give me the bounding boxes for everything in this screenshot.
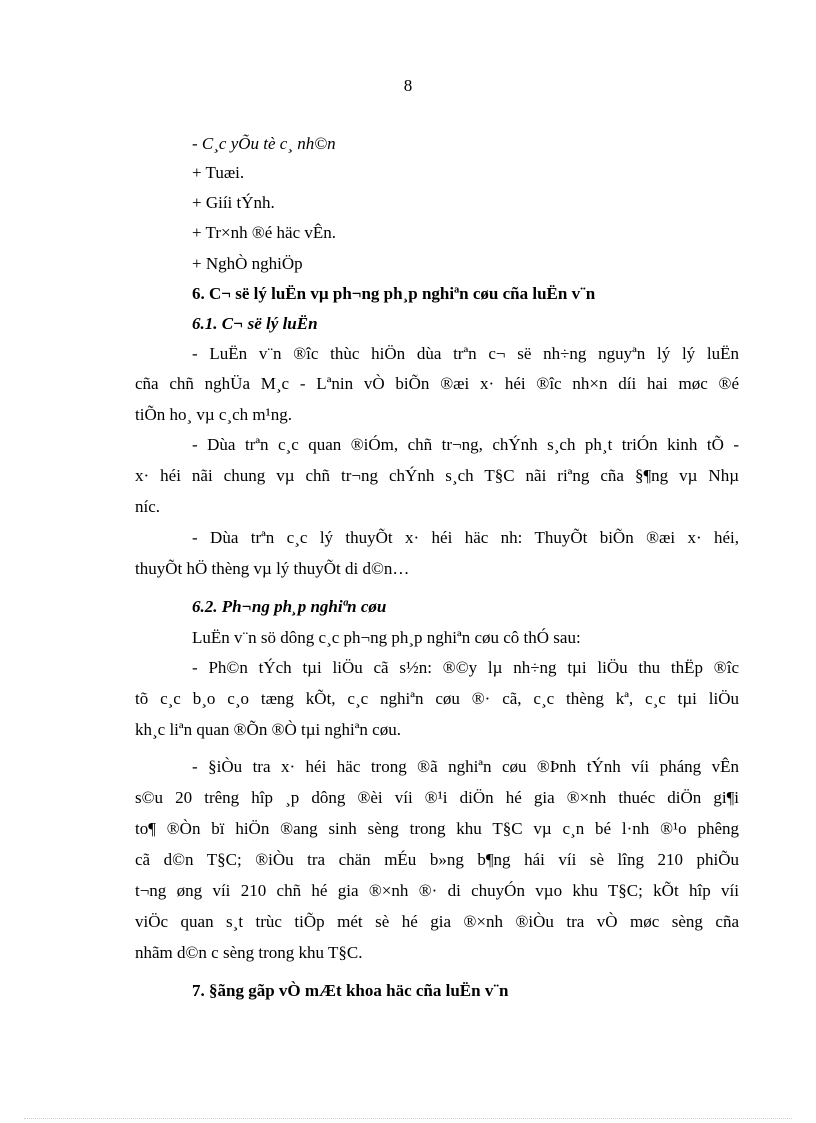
text-line: kh¸c liªn quan ®Õn ®Ò tµi nghiªn cøu. — [135, 720, 401, 739]
text-line: - §iÒu tra x· héi häc trong ®ã nghiªn cøu ®Þnh tÝnh víi pháng vÊn — [192, 757, 739, 776]
text-line: nhãm d©n c sèng trong khu T§C. — [135, 943, 363, 962]
text-line: cã d©n T§C; ®iÒu tra chän mÉu b»ng b¶ng hái víi sè lîng 210 phiÕu — [135, 850, 739, 869]
text-line: + Tr×nh ®é häc vÊn. — [192, 223, 337, 242]
text-line: - Ph©n tÝch tµi liÖu cã s½n: ®©y lµ nh÷ng tµi liÖu thu thËp ®îc — [192, 658, 739, 677]
text-line: + Tuæi. — [192, 163, 245, 182]
text-line: - Dùa trªn c¸c lý thuyÕt x· héi häc nh: ThuyÕt biÕn ®æi x· héi, — [192, 528, 739, 547]
text-line: thuyÕt hÖ thèng vµ lý thuyÕt di d©n… — [135, 559, 410, 578]
text-line: to¶ ®Òn bï hiÖn ®ang sinh sèng trong khu T§C vµ c¸n bé l·nh ®¹o phêng — [135, 819, 739, 838]
text-line: - Dùa trªn c¸c quan ®iÓm, chñ tr¬ng, chÝnh s¸ch ph¸t triÓn kinh tÕ - — [192, 435, 739, 454]
text-line: tiÕn ho¸ vµ c¸ch m¹ng. — [135, 405, 293, 424]
page-bottom-divider — [24, 1118, 792, 1119]
text-line: LuËn v¨n sö dông c¸c ph¬ng ph¸p nghiªn cøu cô thÓ sau: — [192, 628, 581, 647]
page-number: 8 — [403, 76, 413, 95]
text-line: cña chñ nghÜa M¸c - Lªnin vÒ biÕn ®æi x· héi ®îc nh×n díi hai møc ®é — [135, 374, 739, 393]
text-line: - C¸c yÕu tè c¸ nh©n — [192, 134, 336, 153]
text-line: 6.2. Ph¬ng ph¸p nghiªn cøu — [192, 597, 387, 616]
text-line: 6.1. C¬ së lý luËn — [192, 314, 318, 333]
text-line: s©u 20 trêng hîp ¸p dông ®èi víi ®¹i diÖn hé gia ®×nh thuéc diÖn gi¶i — [135, 788, 739, 807]
text-line: x· héi nãi chung vµ chñ tr¬ng chÝnh s¸ch T§C nãi riªng cña §¶ng vµ Nhµ — [135, 466, 739, 485]
text-line: t¬ng øng víi 210 chñ hé gia ®×nh ®· di chuyÓn vµo khu T§C; kÕt hîp víi — [135, 881, 739, 900]
text-line: níc. — [135, 497, 161, 516]
text-line: tõ c¸c b¸o c¸o tæng kÕt, c¸c nghiªn cøu ®· cã, c¸c thèng kª, c¸c tµi liÖu — [135, 689, 739, 708]
text-line: 6. C¬ së lý luËn vµ ph¬ng ph¸p nghiªn cøu cña luËn v¨n — [192, 284, 596, 303]
text-line: viÖc quan s¸t trùc tiÕp mét sè hé gia ®×nh ®iÒu tra vÒ møc sèng cña — [135, 912, 739, 931]
text-line: 7. §ãng gãp vÒ mÆt khoa häc cña luËn v¨n — [192, 981, 509, 1000]
text-line: - LuËn v¨n ®îc thùc hiÖn dùa trªn c¬ së nh÷ng nguyªn lý lý luËn — [192, 344, 739, 363]
text-line: + Giíi tÝnh. — [192, 193, 275, 212]
text-line: + NghÒ nghiÖp — [192, 254, 303, 273]
